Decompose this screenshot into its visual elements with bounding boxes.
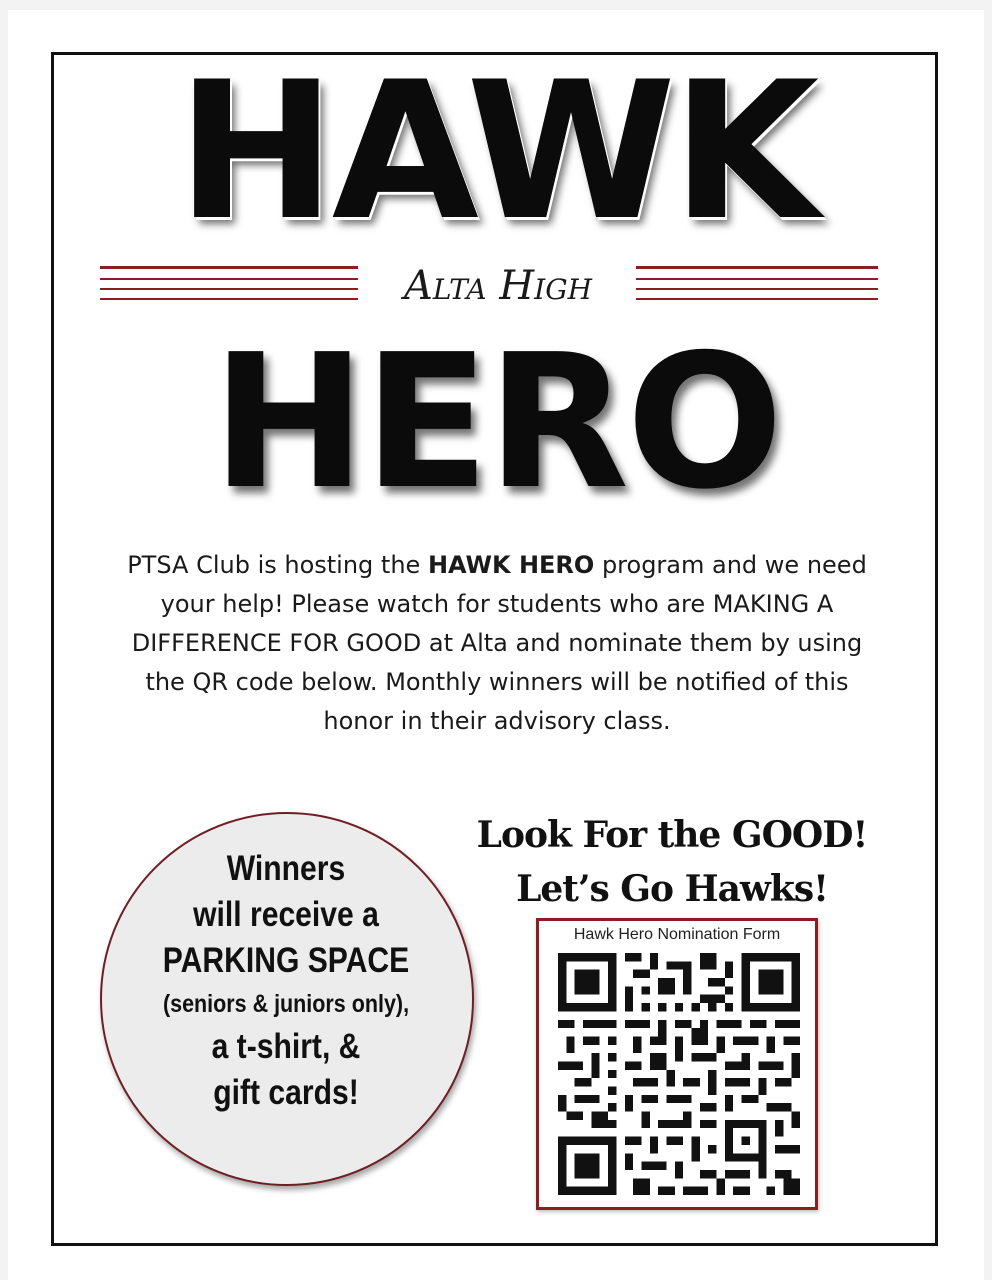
- qr-code-icon[interactable]: [556, 953, 802, 1195]
- left-stripe-divider: [100, 266, 358, 304]
- title-hawk: HAWK: [176, 41, 816, 262]
- prize-line-winners: Winners: [226, 849, 346, 888]
- prize-line-eligibility: (seniors & juniors only),: [162, 990, 410, 1018]
- prize-line-receive: will receive a: [193, 895, 379, 934]
- prize-line-tshirt: a t-shirt, &: [211, 1027, 361, 1066]
- prize-text: [133, 846, 439, 1116]
- slogan: [470, 808, 874, 916]
- right-stripe-divider: [636, 266, 878, 304]
- prize-line-parking: PARKING SPACE: [162, 941, 410, 980]
- description-program-name: HAWK HERO: [427, 551, 595, 579]
- subtitle-alta-high: Alta High: [403, 263, 592, 309]
- description-intro: PTSA Club is hosting the: [127, 551, 428, 579]
- prize-line-giftcards: gift cards!: [213, 1073, 359, 1112]
- slogan-line-2: Let’s Go Hawks!: [516, 868, 828, 910]
- slogan-line-1: Look For the GOOD!: [476, 814, 868, 856]
- program-description: [120, 546, 874, 741]
- qr-card[interactable]: [536, 918, 818, 1210]
- qr-label: Hawk Hero Nomination Form: [573, 926, 781, 943]
- title-hero: HERO: [211, 314, 781, 530]
- description-details: program and we need your help! Please watch for students who are MAKING A DIFFERENCE FOR GOOD at Alta and nominate them by using the QR code below. Monthly winners will be notified of this honor in their advisory class.: [131, 551, 867, 735]
